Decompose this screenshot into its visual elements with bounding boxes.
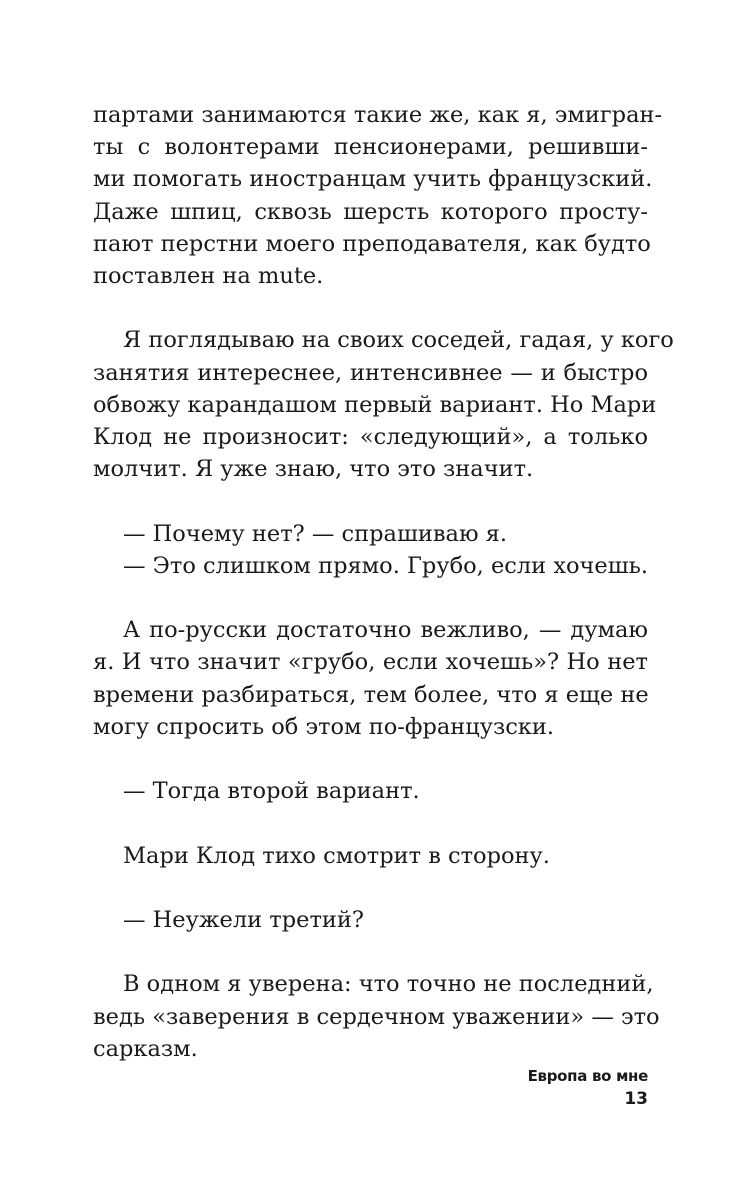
text-line: молчит. Я уже знаю, что это значит. (93, 456, 534, 483)
paragraph-6 (93, 840, 648, 872)
text-line: времени разбираться, тем более, что я еще не (93, 681, 649, 708)
text-line: поставлен на mute. (93, 263, 324, 290)
dialogue-line: — Неужели третий? (123, 906, 364, 933)
text-line: Даже шпиц, сквозь шерсть которого просту- (93, 198, 648, 225)
text-line: занятия интереснее, интенсивнее — и быстро (93, 359, 648, 386)
paragraph-1 (93, 99, 663, 292)
text-line: партами занимаются такие же, как я, эмигран- (93, 102, 663, 128)
text-line: Клод не произносит: «следующий», а только (93, 424, 648, 451)
text-line: ми помогать иностранцам учить французский. (93, 166, 653, 193)
running-title: Европа во мне (527, 1067, 648, 1085)
text-line: Я поглядываю на своих соседей, гадая, у кого (123, 327, 674, 354)
body-text (93, 99, 674, 1097)
paragraph-8 (93, 968, 660, 1065)
text-line: могу спросить об этом по-французски. (93, 713, 555, 740)
paragraph-2 (93, 324, 674, 485)
paragraph-3-dialogue (93, 518, 648, 582)
paragraph-5-dialogue (93, 775, 648, 807)
text-line: Мари Клод тихо смотрит в сторону. (123, 842, 550, 869)
page-number: 13 (624, 1089, 648, 1109)
text-line: А по-русски достаточно вежливо, — думаю (123, 617, 648, 644)
text-line: ты с волонтерами пенсионерами, решивши- (93, 134, 648, 161)
text-line: обвожу карандашом первый вариант. Но Мари (93, 391, 657, 418)
dialogue-line: — Тогда второй вариант. (123, 778, 420, 805)
dialogue-line: — Почему нет? — спрашиваю я. (123, 520, 508, 547)
text-line: сарказм. (93, 1035, 198, 1062)
text-line: пают перстни моего преподавателя, как будто (93, 230, 651, 257)
paragraph-7-dialogue (93, 904, 648, 936)
paragraph-4 (93, 614, 648, 743)
text-line: я. И что значит «грубо, если хочешь»? Но нет (93, 649, 648, 676)
text-line: ведь «заверения в сердечном уважении» — это (93, 1003, 660, 1030)
dialogue-line: — Это слишком прямо. Грубо, если хочешь. (123, 552, 649, 579)
text-line: В одном я уверена: что точно не последний, (123, 971, 654, 998)
